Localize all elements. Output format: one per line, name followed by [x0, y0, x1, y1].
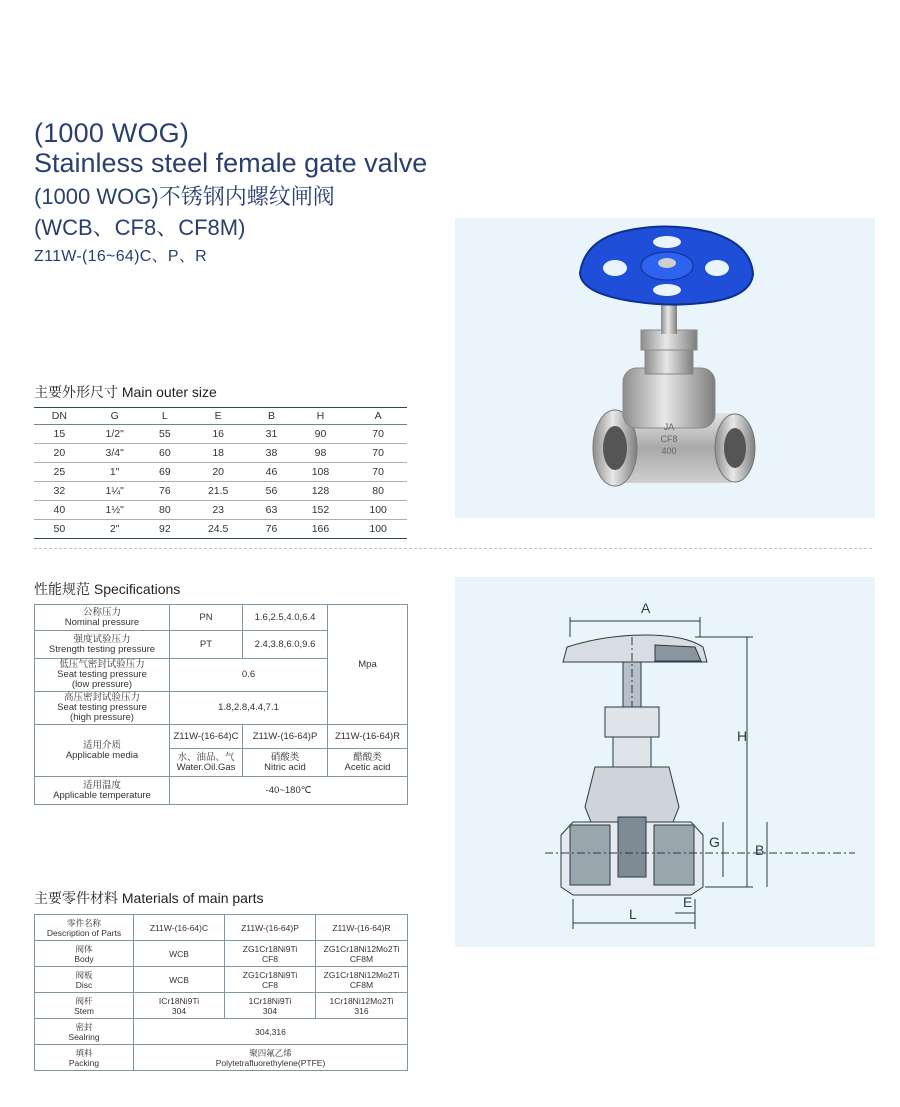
label-en: Seat testing pressure	[57, 702, 147, 713]
cell: 76	[251, 520, 291, 539]
cell: 20	[185, 463, 251, 482]
col-a: A	[349, 408, 407, 425]
label-en: Disc	[75, 979, 93, 990]
col-b: B	[251, 408, 291, 425]
dimension-drawing-panel	[455, 577, 875, 947]
cell: 38	[251, 444, 291, 463]
nominal-code: PN	[170, 605, 243, 631]
materials-heading: 主要零件材料 Materials of main parts	[34, 890, 264, 906]
photo-marking-1: JA	[663, 422, 675, 432]
gate-valve-photo	[455, 218, 875, 518]
cell: 23	[185, 501, 251, 520]
dim-label-l: L	[629, 906, 637, 922]
cell: 2"	[85, 520, 145, 539]
stem-r	[316, 993, 408, 1019]
outer-size-heading: 主要外形尺寸 Main outer size	[34, 384, 217, 400]
title-line-1: (1000 WOG)	[34, 118, 190, 148]
cell: 100	[349, 520, 407, 539]
test-label	[35, 631, 170, 659]
label-en: Strength testing pressure	[48, 643, 156, 655]
body-c: WCB	[134, 941, 225, 967]
col-g: G	[85, 408, 145, 425]
cell: 56	[251, 482, 291, 501]
stem-p	[225, 993, 316, 1019]
label-zh: 水、油品、气	[177, 751, 235, 763]
disc-p	[225, 967, 316, 993]
line: CF8	[261, 979, 279, 990]
label-en: Seat testing pressure	[57, 669, 147, 680]
cell: 166	[292, 520, 350, 539]
model-p: Z11W-(16-64)P	[243, 725, 328, 749]
line: ICr18Ni9Ti	[158, 995, 200, 1006]
label-zh: 高压密封试验压力	[63, 692, 140, 703]
cell: 128	[292, 482, 350, 501]
media-c	[170, 749, 243, 777]
disc-label	[35, 967, 134, 993]
cell: 80	[349, 482, 407, 501]
line: 316	[354, 1005, 369, 1016]
table-row	[34, 444, 407, 463]
cell: 100	[349, 501, 407, 520]
cell: 24.5	[185, 520, 251, 539]
desc-header	[35, 915, 134, 941]
col-p: Z11W-(16-64)P	[225, 915, 316, 941]
media-label	[35, 725, 170, 777]
packing-value	[134, 1045, 408, 1071]
cell: 20	[34, 444, 85, 463]
model-c: Z11W-(16-64)C	[170, 725, 243, 749]
label-en: Water.Oil.Gas	[176, 761, 236, 773]
outer-size-table	[34, 407, 407, 539]
label-en: Acetic acid	[344, 761, 391, 773]
cell: 21.5	[185, 482, 251, 501]
title-line-2: Stainless steel female gate valve	[34, 148, 428, 178]
label-en: Applicable media	[65, 749, 139, 761]
cell: 3/4"	[85, 444, 145, 463]
nominal-label	[35, 605, 170, 631]
table-row	[34, 482, 407, 501]
line: ZG1Cr18Ni12Mo2Ti	[323, 969, 400, 980]
cell: 16	[185, 425, 251, 444]
col-dn: DN	[34, 408, 85, 425]
cell: 70	[349, 463, 407, 482]
cell: 1/2"	[85, 425, 145, 444]
col-r: Z11W-(16-64)R	[316, 915, 408, 941]
table-row	[34, 520, 407, 539]
photo-marking-2: CF8	[660, 434, 678, 444]
media-r	[328, 749, 408, 777]
dim-label-g: G	[709, 834, 720, 850]
media-p	[243, 749, 328, 777]
cell: 63	[251, 501, 291, 520]
cell: 98	[292, 444, 350, 463]
cell: 55	[145, 425, 185, 444]
cell: 70	[349, 444, 407, 463]
label-zh: 强度试验压力	[73, 633, 131, 645]
label-en: (low pressure)	[71, 679, 133, 690]
label-zh: 密封	[75, 1021, 93, 1032]
cell: 69	[145, 463, 185, 482]
temp-label	[35, 777, 170, 805]
label-en: Body	[74, 953, 94, 964]
dim-label-h: H	[737, 728, 748, 744]
line: ZG1Cr18Ni12Mo2Ti	[323, 943, 400, 954]
cell: 90	[292, 425, 350, 444]
test-value: 2.4,3.8,6.0,9.6	[243, 631, 328, 659]
table-row	[34, 425, 407, 444]
stem-label	[35, 993, 134, 1019]
label-en: Polytetrafluorethylene(PTFE)	[215, 1057, 326, 1068]
label-zh: 填料	[75, 1047, 93, 1058]
cell: 40	[34, 501, 85, 520]
col-h: H	[292, 408, 350, 425]
label-zh: 聚四氟乙烯	[249, 1047, 292, 1058]
line: 304	[262, 1005, 278, 1016]
title-line-4: (WCB、CF8、CF8M)	[34, 215, 246, 240]
line: CF8M	[349, 953, 374, 964]
label-en: Packing	[68, 1057, 100, 1068]
dim-label-b: B	[755, 842, 765, 858]
line: ZG1Cr18Ni9Ti	[242, 969, 298, 980]
label-en: Description of Parts	[46, 927, 122, 938]
section-divider	[34, 548, 872, 549]
cell: 108	[292, 463, 350, 482]
line: CF8	[261, 953, 279, 964]
col-c: Z11W-(16-64)C	[134, 915, 225, 941]
label-zh: 醋酸类	[353, 751, 382, 763]
label-en: Stem	[74, 1005, 94, 1016]
line: 304	[171, 1005, 187, 1016]
unit-cell: Mpa	[328, 605, 408, 725]
stem-c	[134, 993, 225, 1019]
cell: 92	[145, 520, 185, 539]
handwheel-icon	[580, 226, 753, 304]
dim-label-a: A	[641, 600, 651, 616]
disc-c: WCB	[134, 967, 225, 993]
cell: 18	[185, 444, 251, 463]
model-r: Z11W-(16-64)R	[328, 725, 408, 749]
label-en: Applicable temperature	[53, 789, 151, 801]
line: CF8M	[349, 979, 374, 990]
label-zh: 阀杆	[75, 995, 93, 1006]
body-r	[316, 941, 408, 967]
temp-value: -40~180℃	[170, 777, 408, 805]
label-zh: 阀板	[75, 969, 93, 980]
model-line: Z11W-(16~64)C、P、R	[34, 248, 207, 265]
cell: 50	[34, 520, 85, 539]
high-seat-value: 1.8,2.8,4.4,7.1	[170, 692, 328, 725]
test-code: PT	[170, 631, 243, 659]
table-row	[34, 501, 407, 520]
materials-table	[34, 914, 408, 1071]
cell: 15	[34, 425, 85, 444]
label-zh: 硝酸类	[270, 751, 300, 763]
label-zh: 零件名称	[66, 917, 101, 928]
body-p	[225, 941, 316, 967]
specs-heading: 性能规范 Specifications	[34, 581, 181, 597]
label-en: Sealring	[68, 1031, 100, 1042]
cell: 31	[251, 425, 291, 444]
seal-value: 304,316	[134, 1019, 408, 1045]
cell: 1½"	[85, 501, 145, 520]
line: 1Cr18Ni12Mo2Ti	[329, 995, 394, 1006]
body-label	[35, 941, 134, 967]
label-en: (high pressure)	[70, 712, 134, 723]
label-en: Nominal pressure	[64, 616, 140, 628]
cell: 1¼"	[85, 482, 145, 501]
high-seat-label	[35, 692, 170, 725]
disc-r	[316, 967, 408, 993]
cell: 60	[145, 444, 185, 463]
cell: 152	[292, 501, 350, 520]
label-zh: 公称压力	[82, 606, 121, 618]
cell: 70	[349, 425, 407, 444]
line: ZG1Cr18Ni9Ti	[242, 943, 298, 954]
title-line-3: (1000 WOG)不锈钢内螺纹闸阀	[34, 184, 335, 209]
col-l: L	[145, 408, 185, 425]
label-zh: 适用介质	[82, 739, 121, 751]
photo-marking-3: 400	[661, 446, 677, 456]
cell: 46	[251, 463, 291, 482]
label-zh: 低压气密封试验压力	[59, 659, 145, 670]
cell: 25	[34, 463, 85, 482]
cell: 76	[145, 482, 185, 501]
seal-label	[35, 1019, 134, 1045]
label-zh: 适用温度	[82, 779, 121, 791]
cell: 1"	[85, 463, 145, 482]
line: 1Cr18Ni9Ti	[248, 995, 292, 1006]
low-seat-label	[35, 659, 170, 692]
low-seat-value: 0.6	[170, 659, 328, 692]
specs-table	[34, 604, 408, 805]
product-photo-panel	[455, 218, 875, 518]
packing-label	[35, 1045, 134, 1071]
dimension-drawing	[455, 577, 875, 947]
label-en: Nitric acid	[264, 761, 306, 773]
table-row	[34, 463, 407, 482]
cell: 80	[145, 501, 185, 520]
cell: 32	[34, 482, 85, 501]
nominal-value: 1.6,2.5,4.0,6.4	[243, 605, 328, 631]
col-e: E	[185, 408, 251, 425]
label-zh: 阀体	[75, 943, 93, 954]
dim-label-e: E	[683, 894, 693, 910]
